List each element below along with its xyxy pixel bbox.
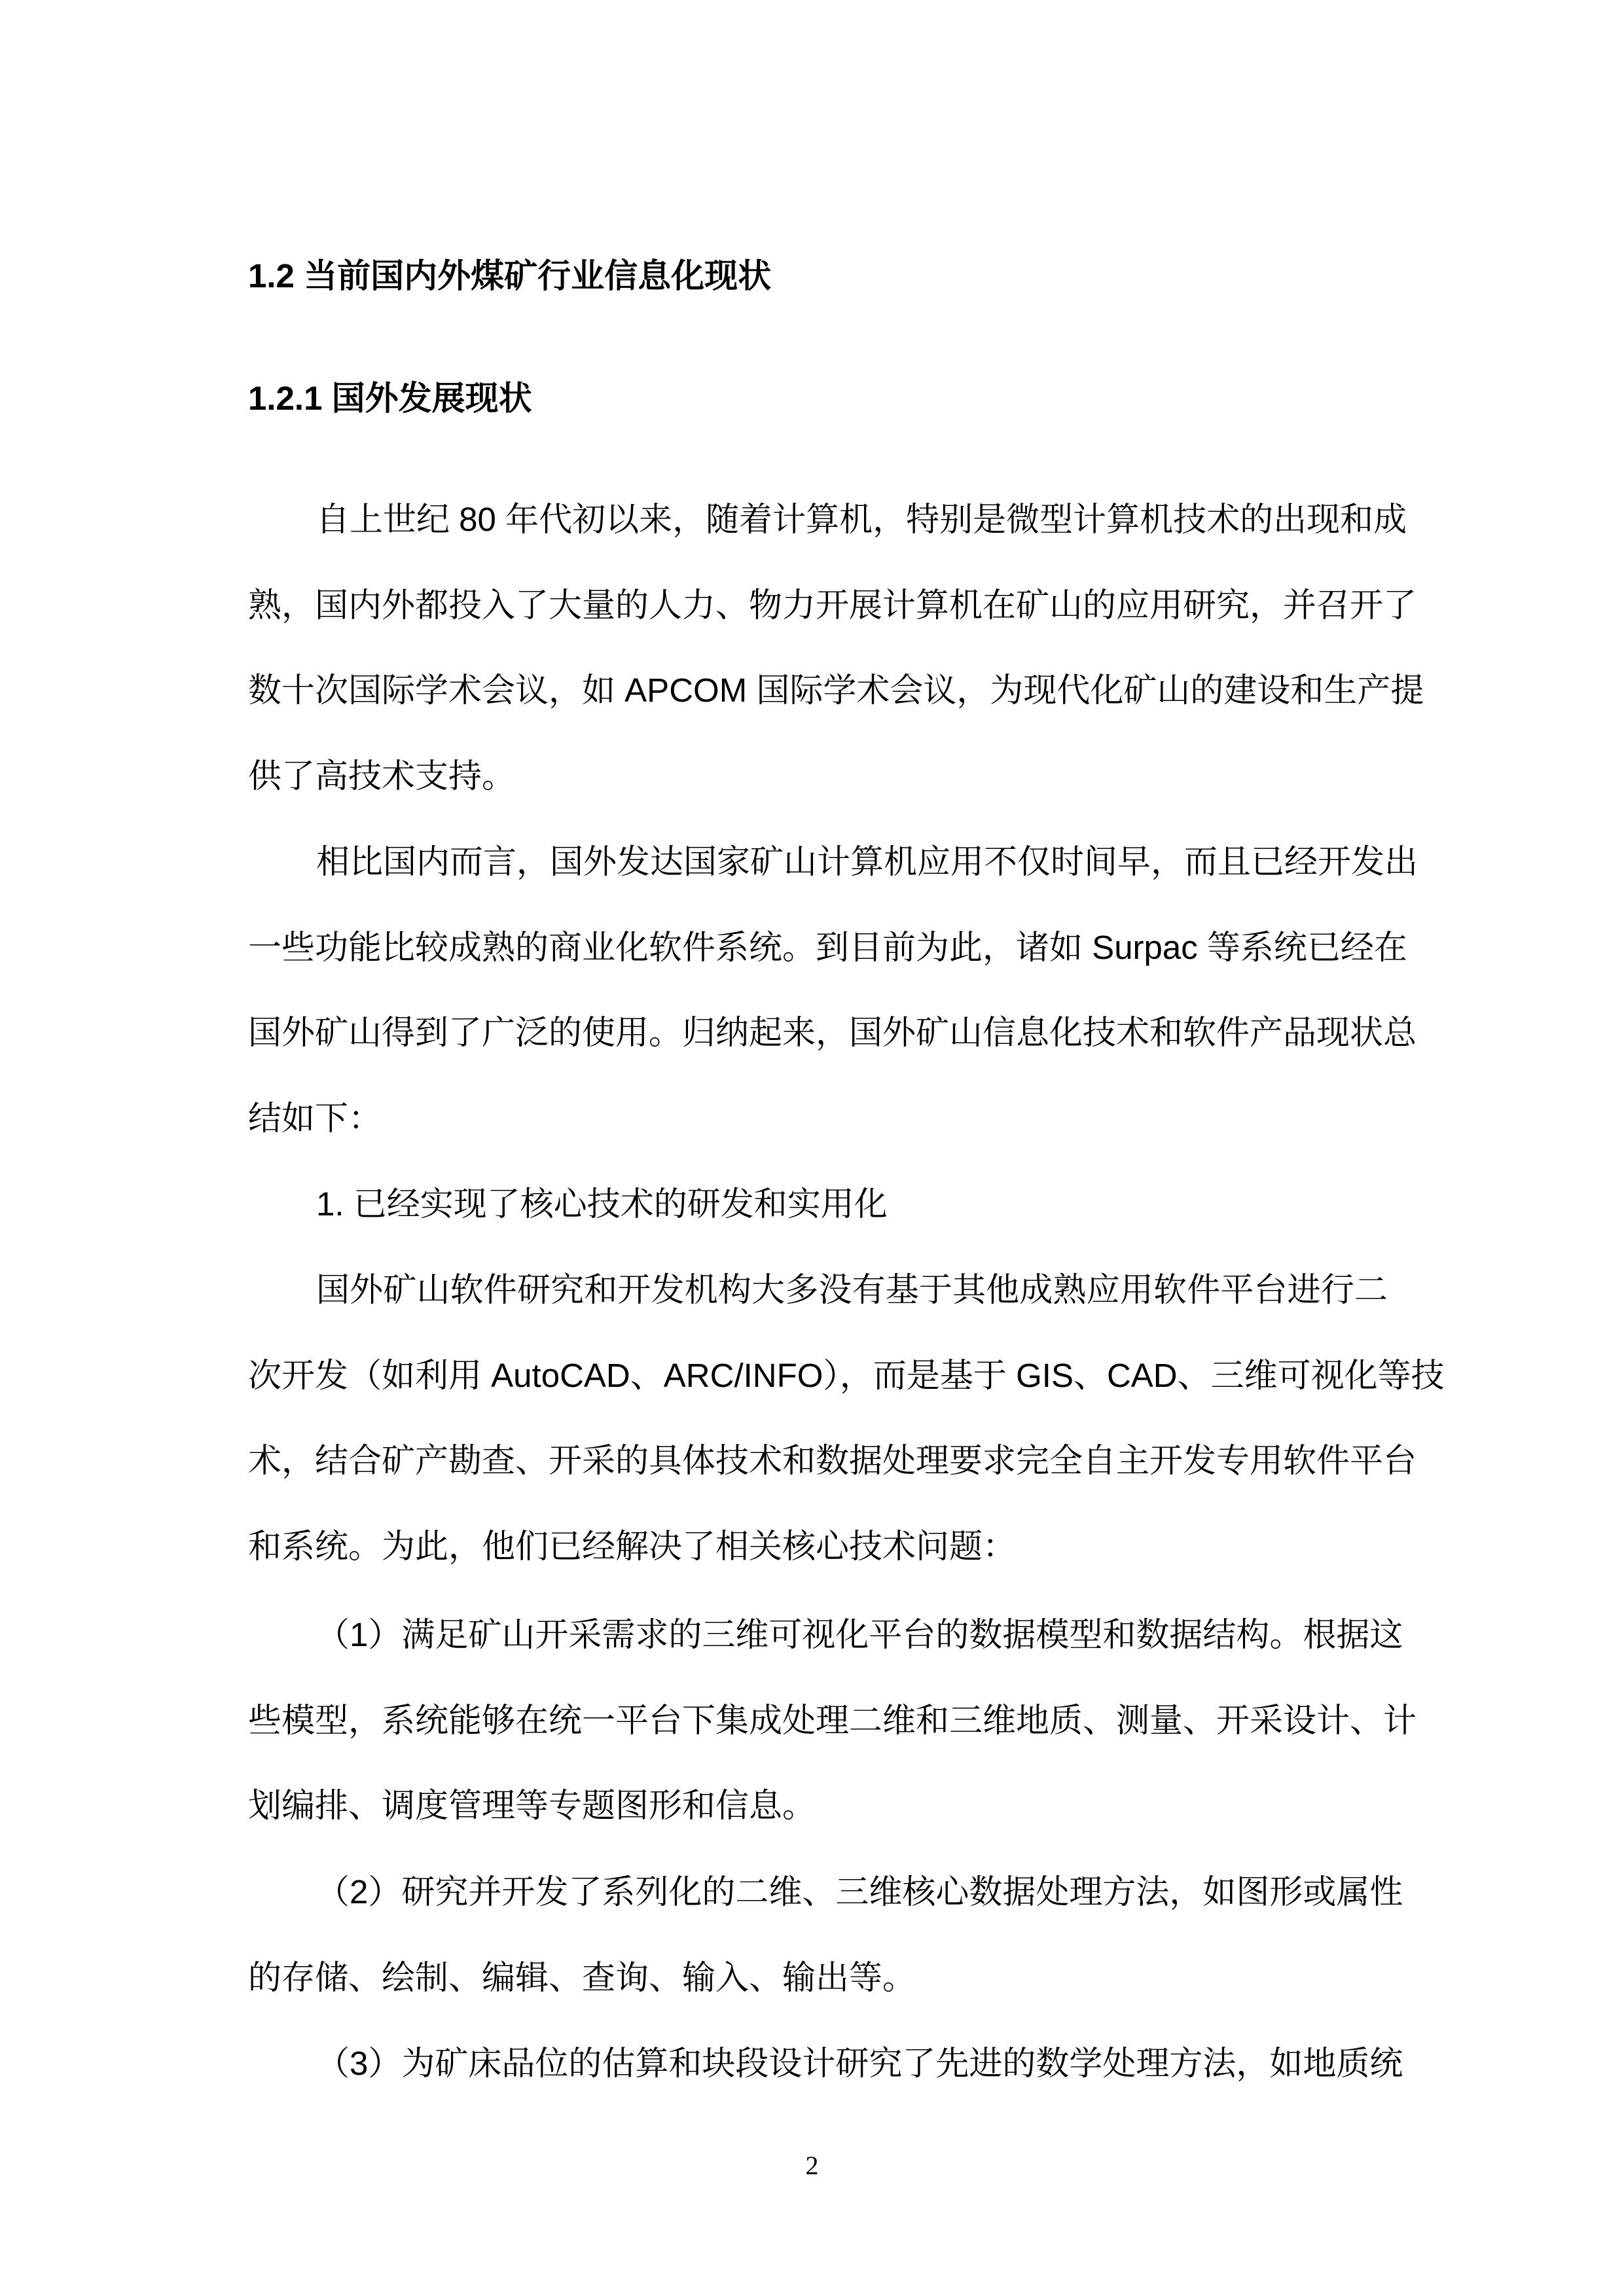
text-line: 和系统。为此，他们已经解决了相关核心技术问题：	[248, 1527, 1017, 1565]
sub-item-1	[248, 1592, 1417, 1849]
text-line: （2）研究并开发了系列化的二维、三维核心数据处理方法，如图形或属性	[316, 1873, 1403, 1910]
paragraph-1	[248, 477, 1424, 819]
text-line: 1. 已经实现了核心技术的研发和实用化	[316, 1185, 888, 1223]
text-line: 数十次国际学术会议，如 APCOM 国际学术会议，为现代化矿山的建设和生产提	[248, 672, 1424, 709]
text-line: （1）满足矿山开采需求的三维可视化平台的数据模型和数据结构。根据这	[316, 1616, 1403, 1653]
sub-item-3	[248, 2021, 1403, 2107]
text-line: 熟，国内外都投入了大量的人力、物力开展计算机在矿山的应用研究，并召开了	[248, 586, 1417, 624]
text-line: 划编排、调度管理等专题图形和信息。	[248, 1787, 816, 1824]
text-line: 自上世纪 80 年代初以来，随着计算机，特别是微型计算机技术的出现和成	[316, 501, 1407, 538]
text-line: 相比国内而言，国外发达国家矿山计算机应用不仅时间早，而且已经开发出	[316, 843, 1418, 880]
text-line: 的存储、绘制、编辑、查询、输入、输出等。	[248, 1958, 916, 1996]
text-line: 一些功能比较成熟的商业化软件系统。到目前为此，诸如 Surpac 等系统已经在	[248, 928, 1407, 966]
subsection-heading: 1.2.1 国外发展现状	[248, 380, 532, 417]
section-heading: 1.2 当前国内外煤矿行业信息化现状	[248, 257, 772, 295]
sub-item-2	[248, 1850, 1403, 2020]
text-line: 国外矿山得到了广泛的使用。归纳起来，国外矿山信息化技术和软件产品现状总	[248, 1014, 1417, 1051]
text-line: 国外矿山软件研究和开发机构大多没有基于其他成熟应用软件平台进行二	[316, 1271, 1388, 1308]
page-number: 2	[805, 2151, 819, 2180]
list-item-1	[248, 1162, 1388, 1247]
text-line: （3）为矿床品位的估算和块段设计研究了先进的数学处理方法，如地质统	[316, 2045, 1403, 2082]
text-line: 次开发（如利用 AutoCAD、ARC/INFO），而是基于 GIS、CAD、三维可视化等技	[248, 1356, 1445, 1394]
text-line: 些模型，系统能够在统一平台下集成处理二维和三维地质、测量、开采设计、计	[248, 1701, 1417, 1739]
paragraph-2	[248, 819, 1418, 1161]
paragraph-3	[248, 1247, 1445, 1589]
text-line: 术，结合矿产勘查、开采的具体技术和数据处理要求完全自主开发专用软件平台	[248, 1442, 1417, 1479]
text-line: 供了高技术支持。	[248, 757, 516, 795]
text-line: 结如下：	[248, 1099, 382, 1137]
